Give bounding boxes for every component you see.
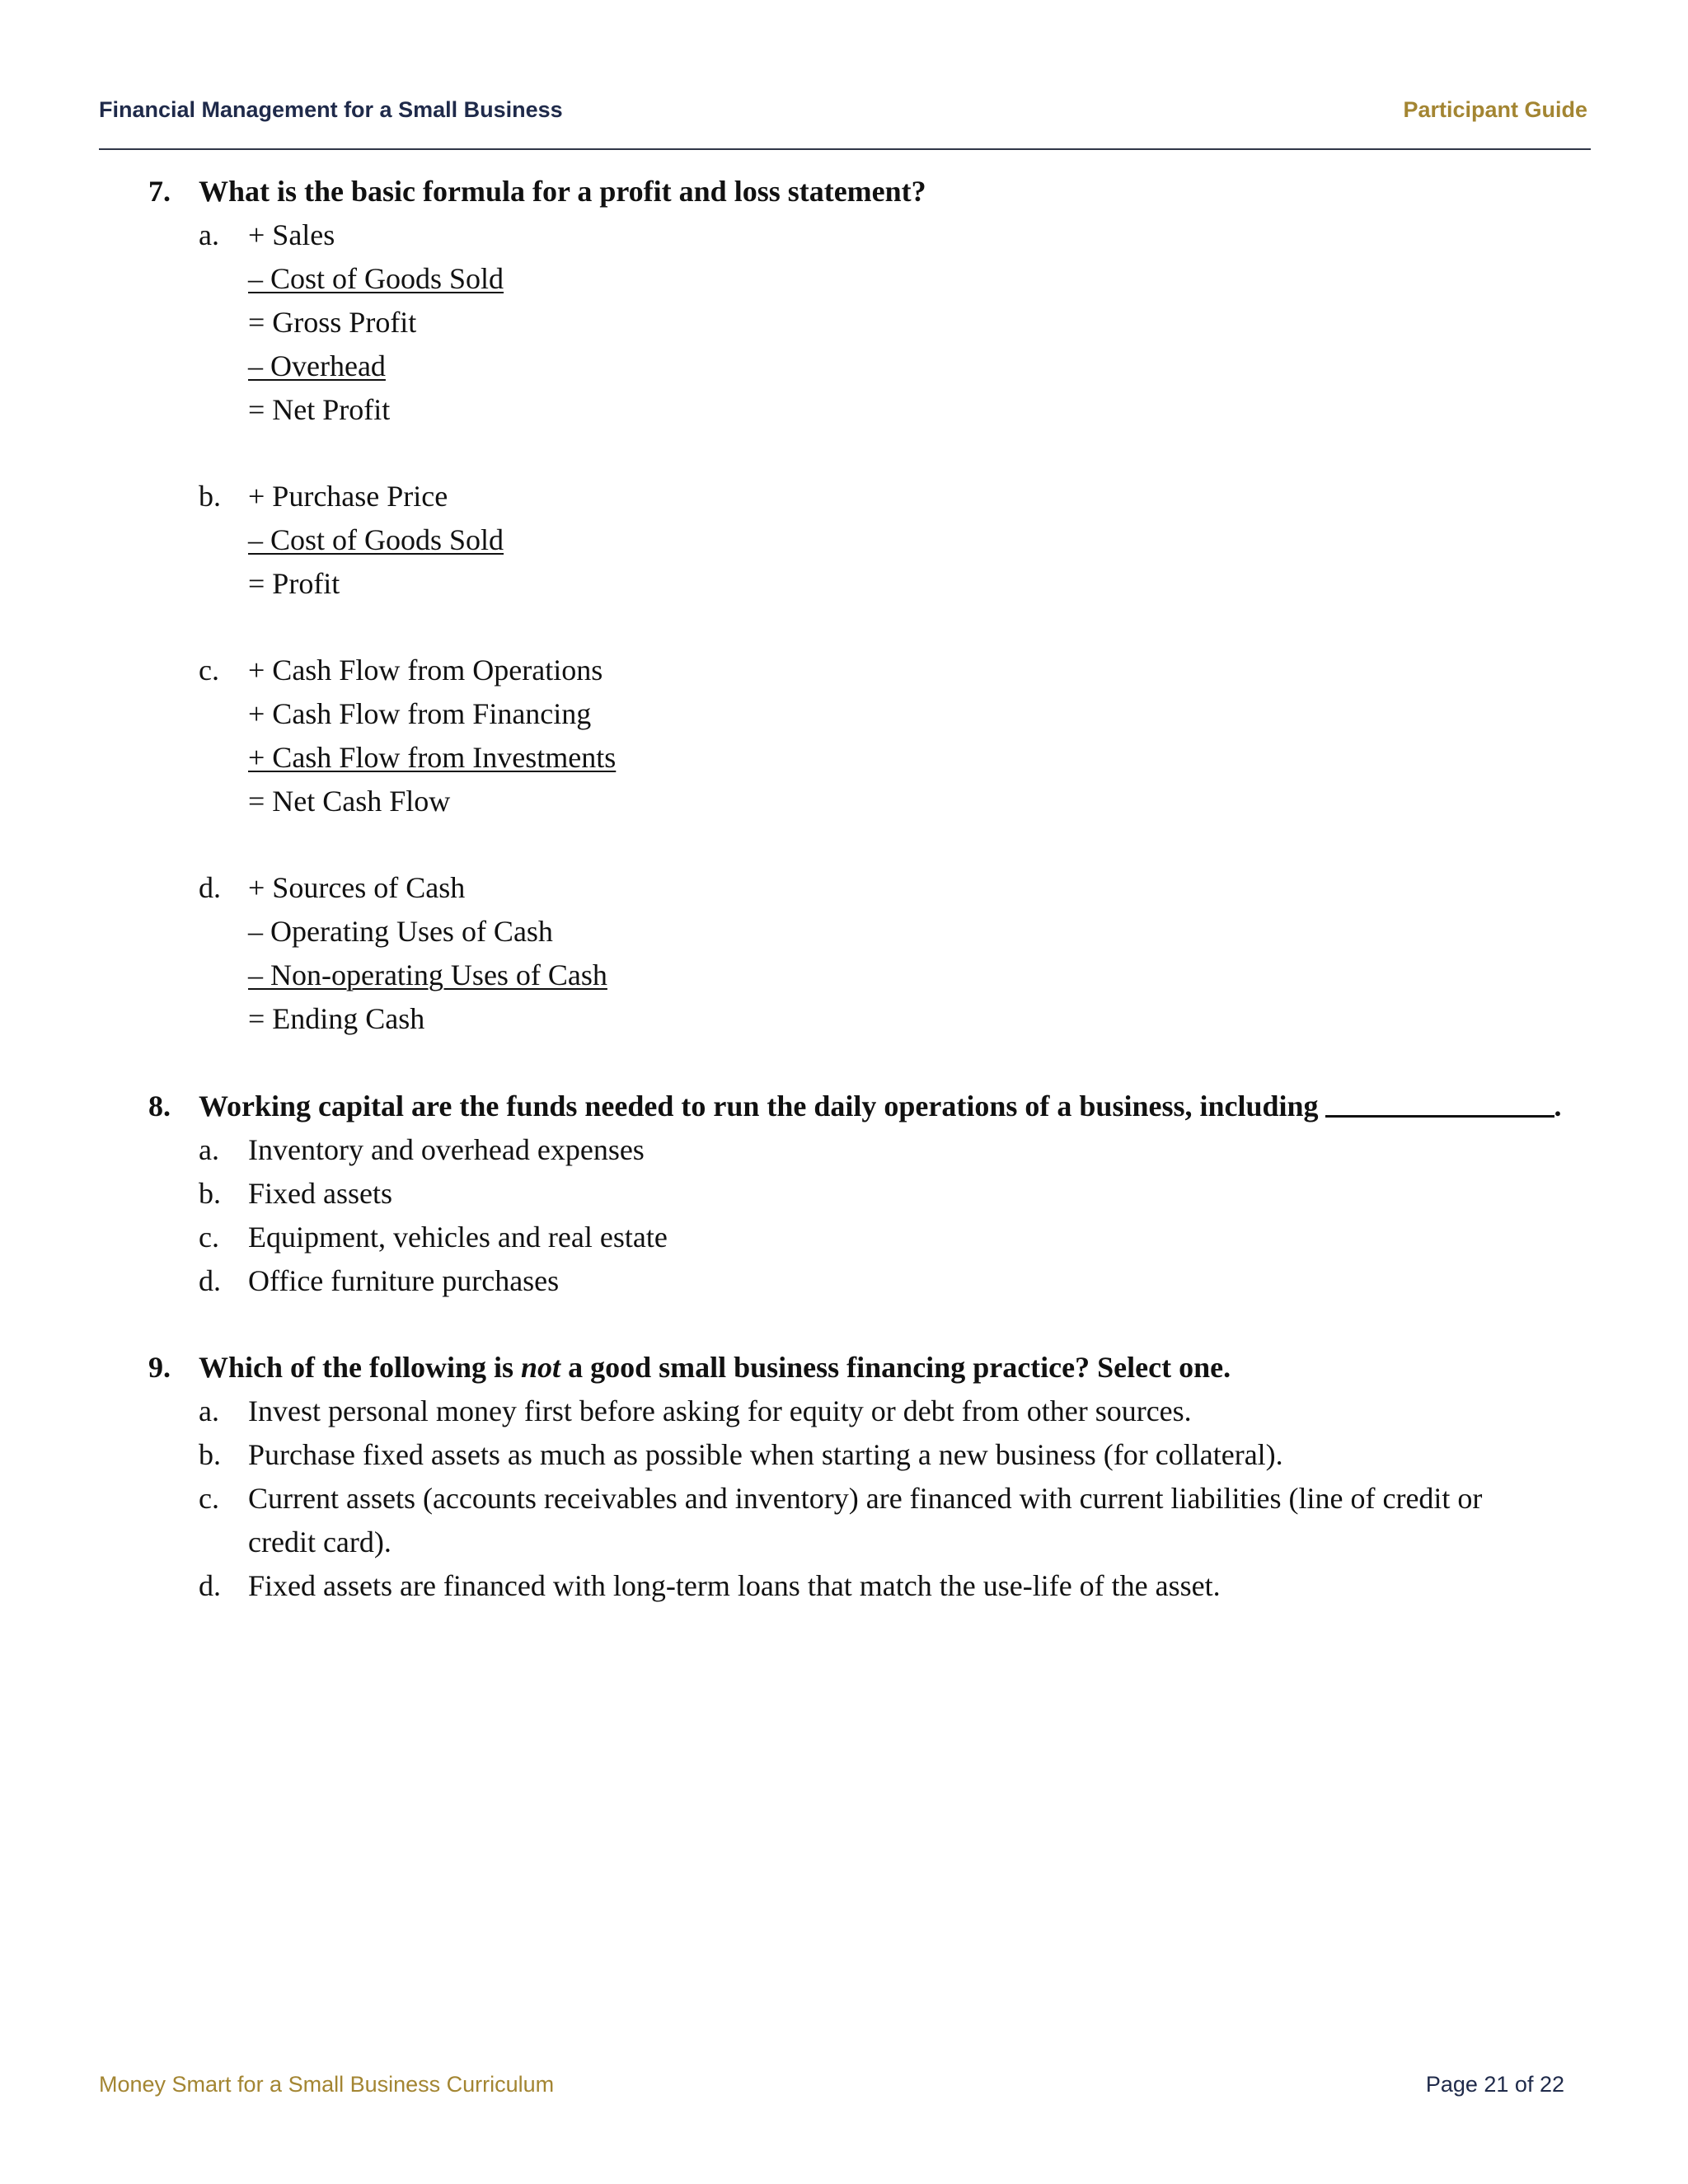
q7-d-line-4: = Ending Cash	[248, 1002, 425, 1035]
q7-d-line-3: – Non-operating Uses of Cash	[248, 958, 607, 991]
q7-b-line-1: + Purchase Price	[248, 480, 448, 513]
q9-option-d-letter: d.	[199, 1569, 221, 1602]
q9-option-c-text-continued: credit card).	[248, 1526, 392, 1558]
q9-option-b-letter: b.	[199, 1438, 221, 1471]
q7-b-line-2: – Cost of Goods Sold	[248, 523, 504, 556]
q7-option-d-letter: d.	[199, 871, 221, 904]
q7-d-line-1: + Sources of Cash	[248, 871, 466, 904]
question-8-prompt: Working capital are the funds needed to run the daily operations of a business, including	[199, 1090, 1319, 1122]
header-guide-label: Participant Guide	[1403, 97, 1587, 122]
question-8-number: 8.	[148, 1090, 171, 1122]
question-9-text-after: a good small business financing practice? Select one.	[560, 1351, 1231, 1384]
q9-option-a-letter: a.	[199, 1394, 219, 1427]
q7-option-b-letter: b.	[199, 480, 221, 513]
q7-c-line-1: + Cash Flow from Operations	[248, 654, 603, 687]
q7-b-line-3: = Profit	[248, 567, 340, 600]
page-number: Page 21 of 22	[1425, 2072, 1564, 2097]
q8-option-a-text: Inventory and overhead expenses	[248, 1133, 645, 1166]
q8-option-c-letter: c.	[199, 1221, 219, 1254]
q9-option-c-letter: c.	[199, 1482, 219, 1515]
q7-a-line-2: – Cost of Goods Sold	[248, 262, 504, 295]
q7-a-line-3: = Gross Profit	[248, 306, 417, 339]
header-divider	[99, 148, 1591, 150]
q8-option-d-letter: d.	[199, 1264, 221, 1297]
q7-d-line-2: – Operating Uses of Cash	[248, 915, 553, 948]
q7-c-line-4: = Net Cash Flow	[248, 785, 451, 818]
q7-c-line-3: + Cash Flow from Investments	[248, 741, 617, 774]
q8-option-a-letter: a.	[199, 1133, 219, 1166]
q9-option-b-text: Purchase fixed assets as much as possible when starting a new business (for collateral).	[248, 1438, 1283, 1471]
question-9-text	[199, 1346, 1231, 1390]
question-9-text-before: Which of the following is	[199, 1351, 522, 1384]
q9-option-c-text: Current assets (accounts receivables and inventory) are financed with current liabilities (line of credit or	[248, 1482, 1483, 1515]
q7-a-line-5: = Net Profit	[248, 393, 391, 426]
question-9-number: 9.	[148, 1351, 171, 1384]
q7-option-c-letter: c.	[199, 654, 219, 687]
question-7-number: 7.	[148, 175, 171, 208]
q7-a-line-4: – Overhead	[248, 349, 386, 382]
q9-option-d-text: Fixed assets are financed with long-term loans that match the use-life of the asset.	[248, 1569, 1221, 1602]
question-9-emphasis: not	[521, 1351, 561, 1384]
q8-option-b-text: Fixed assets	[248, 1177, 392, 1210]
footer-curriculum: Money Smart for a Small Business Curriculum	[99, 2072, 555, 2097]
question-7-text: What is the basic formula for a profit and loss statement?	[199, 175, 926, 208]
question-8-end: .	[1554, 1090, 1562, 1122]
q8-option-b-letter: b.	[199, 1177, 221, 1210]
q7-a-line-1: + Sales	[248, 218, 335, 251]
question-8-text	[199, 1085, 1562, 1128]
q8-option-c-text: Equipment, vehicles and real estate	[248, 1221, 668, 1254]
answer-blank	[1325, 1090, 1554, 1118]
q7-c-line-2: + Cash Flow from Financing	[248, 697, 592, 730]
q8-option-d-text: Office furniture purchases	[248, 1264, 560, 1297]
q9-option-a-text: Invest personal money first before asking for equity or debt from other sources.	[248, 1394, 1192, 1427]
header-title: Financial Management for a Small Business	[99, 97, 563, 122]
q7-option-a-letter: a.	[199, 218, 219, 251]
